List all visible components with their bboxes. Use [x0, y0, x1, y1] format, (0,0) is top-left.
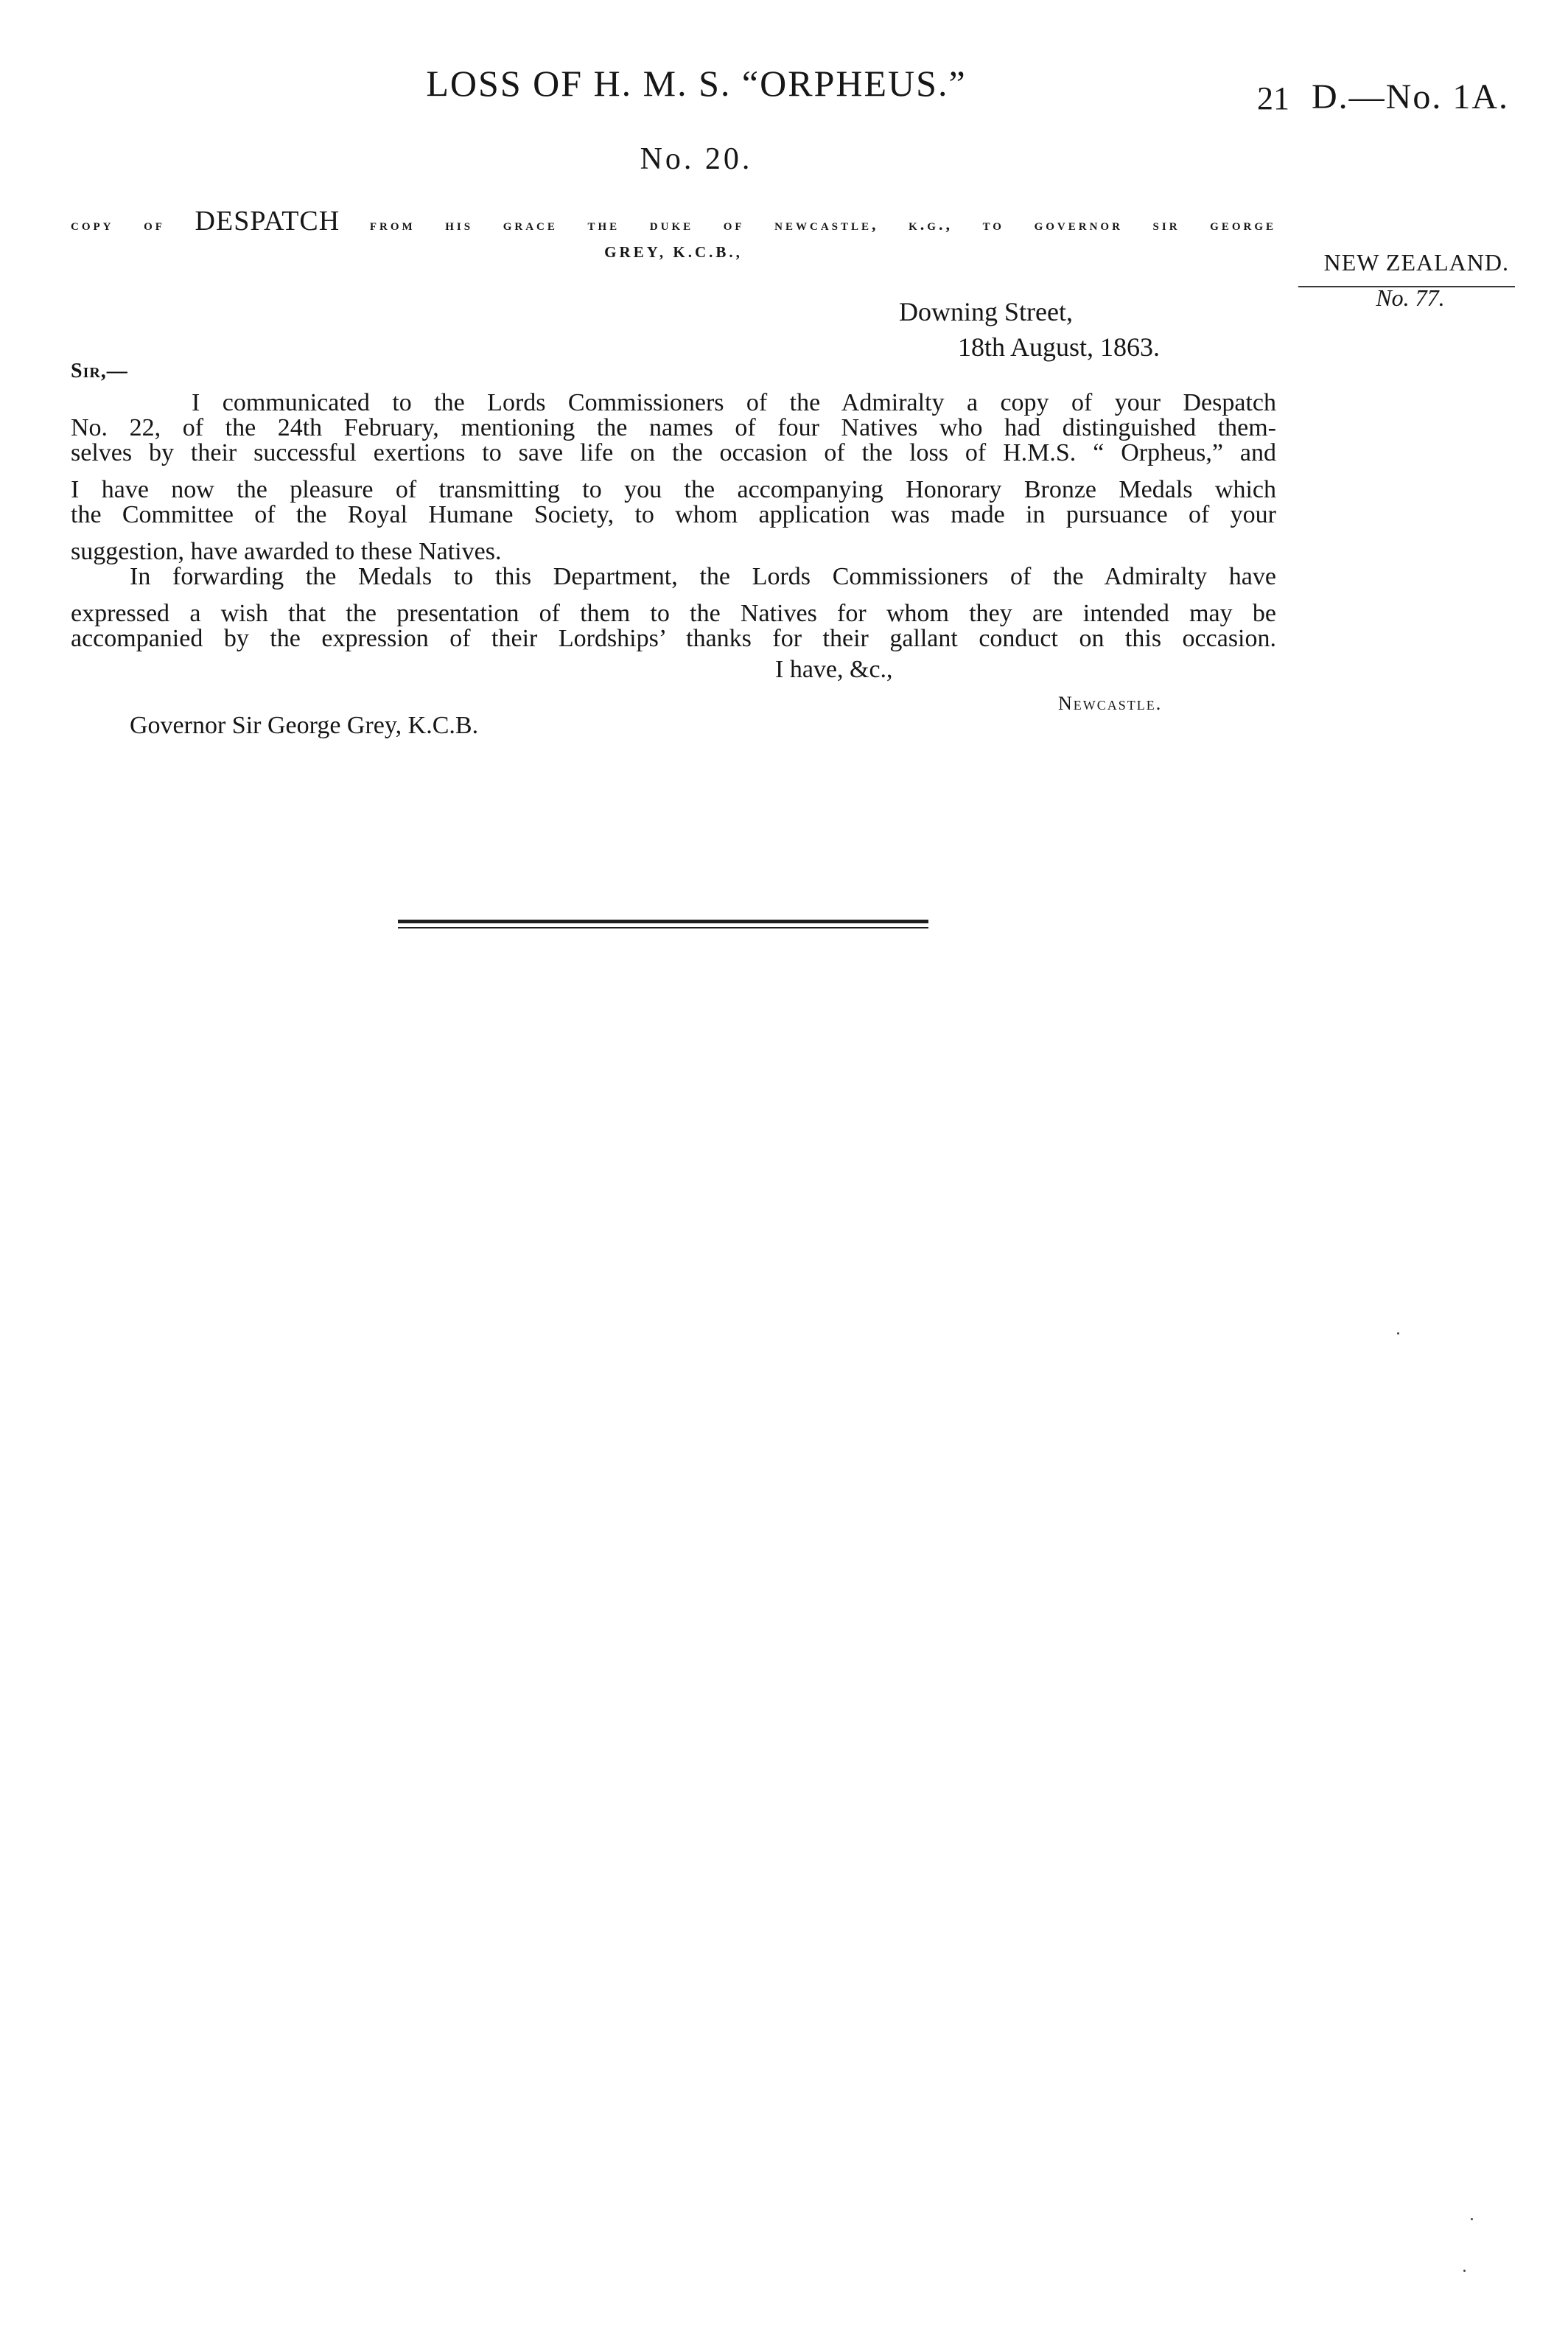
running-title: LOSS OF H. M. S. “ORPHEUS.” — [426, 63, 967, 104]
end-rule-thin — [398, 927, 928, 928]
addressee: Governor Sir George Grey, K.C.B. — [130, 712, 479, 739]
despatch-number-heading: No. 20. — [640, 142, 753, 176]
body-line-7: In forwarding the Medals to this Department, the Lords Commissioners of the Admiralty have — [130, 563, 1276, 590]
closing-phrase: I have, &c., — [775, 656, 893, 683]
scan-speck — [1463, 2270, 1466, 2272]
salutation: Sir,— — [71, 360, 128, 382]
body-line-9: accompanied by the expression of their Lordships’ thanks for their gallant conduct on this occasion. — [71, 625, 1276, 652]
despatch-heading-line-1: copy of DESPATCH from his grace the duke of newcastle, k.g., to governor sir george — [71, 206, 1276, 237]
body-line-1: I communicated to the Lords Commissioners of the Admiralty a copy of your Despatch — [192, 389, 1276, 416]
body-line-5: the Committee of the Royal Humane Society, to whom application was made in pursuance of your — [71, 501, 1276, 528]
scan-speck — [1397, 1332, 1399, 1335]
end-rule-thick — [398, 920, 928, 923]
address-date: 18th August, 1863. — [958, 332, 1161, 362]
signature: Newcastle. — [1058, 693, 1163, 714]
margin-colony-label: NEW ZEALAND. — [1323, 249, 1509, 276]
despatch-word: DESPATCH — [195, 206, 340, 237]
body-line-6: suggestion, have awarded to these Natives. — [71, 538, 502, 565]
address-place: Downing Street, — [899, 297, 1073, 326]
page-number: 21 — [1257, 80, 1289, 116]
body-line-2: No. 22, of the 24th February, mentioning the names of four Natives who had distinguished them- — [71, 414, 1276, 441]
document-reference: D.—No. 1A. — [1312, 77, 1509, 116]
margin-despatch-number: No. 77. — [1376, 284, 1445, 311]
scan-speck — [1471, 2218, 1473, 2220]
despatch-heading-line-2: GREY, K.C.B., — [604, 243, 743, 261]
body-line-4: I have now the pleasure of transmitting to you the accompanying Honorary Bronze Medals which — [71, 476, 1276, 503]
body-line-8: expressed a wish that the presentation of them to the Natives for whom they are intended may be — [71, 600, 1276, 627]
body-line-3: selves by their successful exertions to save life on the occasion of the loss of H.M.S. “ Orpheus,” and — [71, 439, 1276, 466]
